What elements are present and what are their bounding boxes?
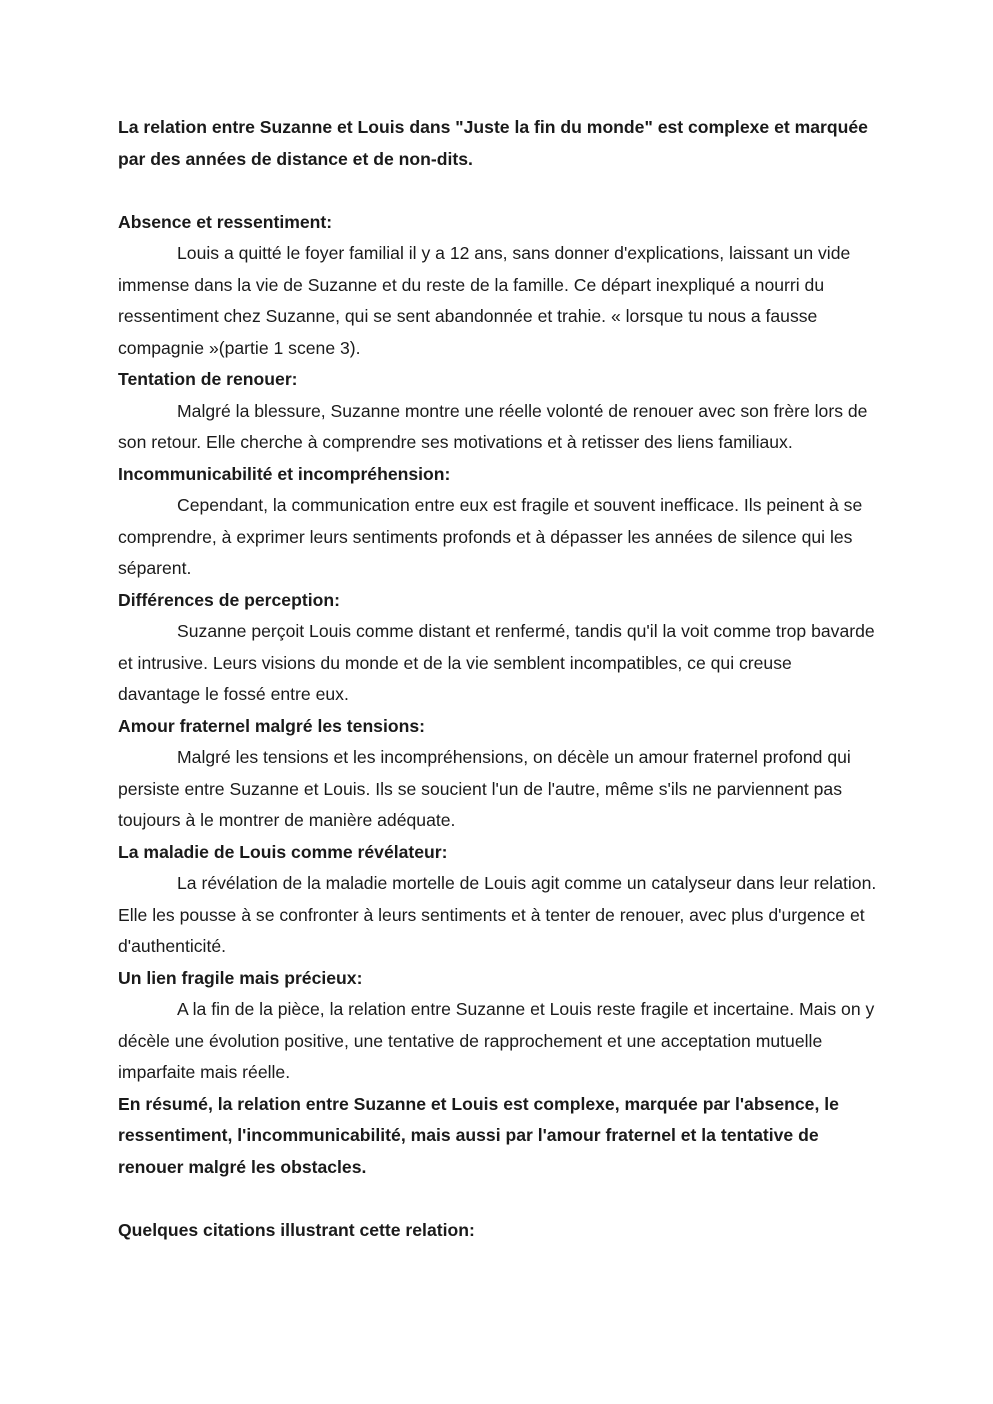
section-maladie <box>118 837 878 963</box>
section-heading: Absence et ressentiment: <box>118 211 333 232</box>
section-amour <box>118 711 878 837</box>
section-text: Louis a quitté le foyer familial il y a 12 ans, sans donner d'explications, laissant un vide immense dans la vie de Suzanne et du reste de la famille. Ce départ inexpliqué a nourri du ressentiment chez Suzanne, qui se sent abandonnée et trahie. « lorsque tu nous a fausse compagnie »(partie 1 scene 3). <box>118 243 851 358</box>
section-heading: Incommunicabilité et incompréhension: <box>118 463 451 484</box>
section-text: Malgré les tensions et les incompréhensions, on décèle un amour fraternel profond qui persiste entre Suzanne et Louis. Ils se soucient l'un de l'autre, même s'ils ne parviennent pas toujours à le montrer de manière adéquate. <box>118 747 851 830</box>
section-text: Suzanne perçoit Louis comme distant et renfermé, tandis qu'il la voit comme trop bavarde et intrusive. Leurs visions du monde et de la vie semblent incompatibles, ce qui creuse davantage le fossé entre eux. <box>118 621 875 704</box>
summary-paragraph: En résumé, la relation entre Suzanne et Louis est complexe, marquée par l'absence, le ressentiment, l'incommunicabilité, mais aussi par l'amour fraternel et la tentative de renouer malgré les obstacles. <box>118 1093 839 1177</box>
quotes-heading: Quelques citations illustrant cette relation: <box>118 1219 475 1240</box>
section-perception <box>118 585 878 711</box>
document-page <box>118 112 878 1246</box>
section-absence <box>118 207 878 365</box>
section-heading: La maladie de Louis comme révélateur: <box>118 841 448 862</box>
spacer <box>118 1183 878 1215</box>
intro-paragraph: La relation entre Suzanne et Louis dans "Juste la fin du monde" est complexe et marquée par des années de distance et de non-dits. <box>118 117 868 169</box>
section-text: Cependant, la communication entre eux est fragile et souvent inefficace. Ils peinent à se comprendre, à exprimer leurs sentiments profonds et à dépasser les années de silence qui les séparent. <box>118 495 863 578</box>
section-text: A la fin de la pièce, la relation entre Suzanne et Louis reste fragile et incertaine. Mais on y décèle une évolution positive, une tentative de rapprochement et une acceptation mutuelle imparfaite mais réelle. <box>118 999 875 1082</box>
section-heading: Tentation de renouer: <box>118 369 298 389</box>
section-incommunicabilite <box>118 459 878 585</box>
section-text: Malgré la blessure, Suzanne montre une réelle volonté de renouer avec son frère lors de son retour. Elle cherche à comprendre ses motivations et à retisser des liens familiaux. <box>118 400 868 452</box>
spacer <box>118 175 878 207</box>
section-lien <box>118 963 878 1089</box>
section-heading: Un lien fragile mais précieux: <box>118 967 363 988</box>
section-renouer <box>118 364 878 459</box>
section-heading: Différences de perception: <box>118 589 340 610</box>
section-heading: Amour fraternel malgré les tensions: <box>118 715 425 736</box>
section-text: La révélation de la maladie mortelle de Louis agit comme un catalyseur dans leur relation. Elle les pousse à se confronter à leurs sentiments et à tenter de renouer, avec plus d'urgence et d'authenticité. <box>118 873 877 956</box>
